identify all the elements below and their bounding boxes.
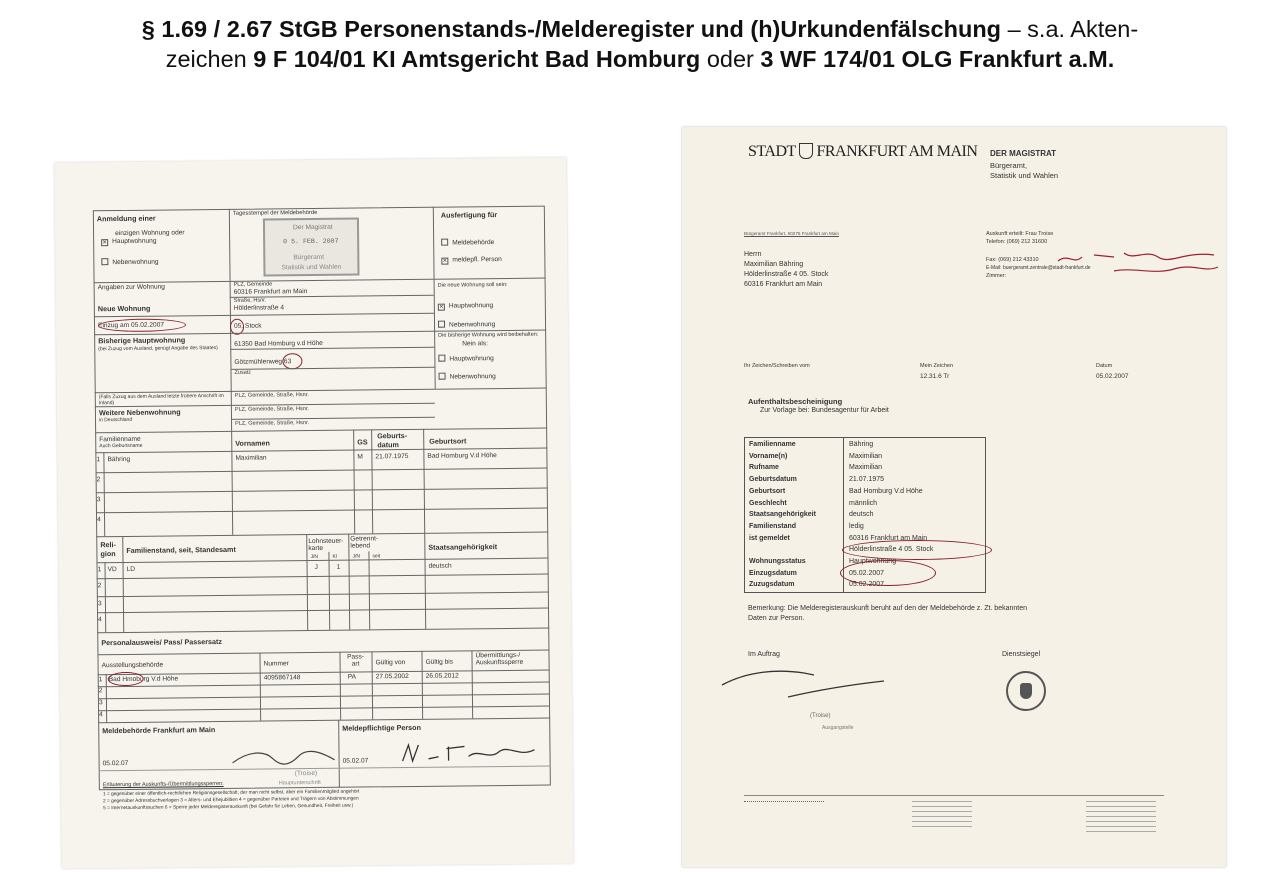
page-heading — [0, 14, 1280, 74]
bescheinigung-title: Aufenthaltsbescheinigung — [748, 397, 843, 406]
neue-hw: Hauptwohnung — [448, 302, 494, 310]
magistrat-label: DER MAGISTRAT — [990, 149, 1057, 158]
footer-text-block — [744, 801, 824, 803]
heading-part1: § 1.69 / 2.67 StGB Personenstands-/Melderegister und (h)Urkundenfälschung — [141, 16, 1002, 42]
plz-str-2: PLZ, Gemeinde, Straße, Hsnr. — [234, 406, 309, 413]
ausf-meldepfl: meldepfl. Person — [452, 256, 502, 264]
hauptunterschrift-label: Hauptunterschrift — [278, 779, 321, 787]
weitere-sub: in Deutschland — [98, 416, 133, 424]
datum-label: Datum — [1096, 363, 1113, 369]
stamp-text-1: Der Magistrat — [292, 223, 333, 232]
ausf-meldepfl-row — [441, 256, 502, 265]
field-value: ledig — [849, 522, 864, 530]
row1-religion: VD — [107, 566, 117, 574]
strasse-neue: Hölderlinstraße 4 — [233, 304, 285, 312]
highlight-oval — [282, 353, 302, 369]
th-jn-2: J/N — [352, 553, 360, 560]
row-num: 1 — [98, 676, 103, 684]
row1-datum: 21.07.1975 — [375, 453, 409, 461]
stamp-date: 0 5. FEB. 2007 — [283, 237, 339, 246]
bish-nw-row — [439, 372, 496, 381]
th-geburtsdatum: Geburts-datum — [377, 431, 408, 450]
strasse-bisherige: Götzmühlenweg 63 — [234, 358, 292, 366]
th-gueltig-bis: Gültig bis — [425, 658, 454, 666]
field-label: Vorname(n) — [749, 452, 788, 460]
ihr-zeichen-label: Ihr Zeichen/Schreiben vom — [744, 363, 810, 369]
th-getrennt: Getrennt-lebend — [350, 535, 379, 550]
row-num: 4 — [97, 516, 101, 524]
form-frame — [93, 206, 551, 791]
meldebehoerde-ffm: Meldebehörde Frankfurt am Main — [102, 725, 216, 736]
heading-line2 — [0, 44, 1280, 74]
field-label: Geburtsort — [749, 487, 786, 495]
field-value: Bähring — [849, 441, 874, 448]
strasse-label: Straße, Hsnr. — [233, 297, 267, 304]
checkbox — [438, 355, 445, 362]
erlaeuterung-label: Erläuterung der Auskunfts-/Übermittlungssperren: — [102, 780, 224, 789]
opt-einzigen: einzigen Wohnung oder — [115, 229, 185, 238]
addressee-city: 60316 Frankfurt am Main — [744, 281, 823, 288]
opt-haupt-row — [101, 238, 156, 247]
opt-neben: Nebenwohnung — [112, 258, 159, 267]
statistik-label: Statistik und Wahlen — [990, 171, 1059, 180]
row1-vorname: Maximilian — [235, 454, 267, 462]
anmeldung-label: Anmeldung einer — [96, 213, 156, 224]
zimmer-label: Zimmer: — [986, 273, 1007, 279]
addressee-street: Hölderlinstraße 4 05. Stock — [744, 271, 829, 278]
field-value: Hölderlinstraße 4 05. Stock — [849, 546, 934, 554]
troise-label: (Troise) — [810, 713, 831, 719]
checkbox — [439, 373, 446, 380]
field-label: Wohnungsstatus — [749, 558, 806, 565]
bemerkung-text: Bemerkung: Die Melderegisterauskunft beruht auf den der Meldebehörde z. Zt. bekannten — [748, 605, 1027, 612]
field-value: Hauptwohnung — [849, 558, 897, 565]
field-value: 21.07.1975 — [849, 476, 885, 484]
th-passart: Pass-art — [347, 653, 364, 668]
stamp-text-3: Bürgeramt — [293, 253, 325, 262]
als-label: als: — [477, 340, 488, 348]
field-label: Staatsangehörigkeit — [749, 511, 816, 519]
th-gs: GS — [357, 437, 368, 447]
field-value: männlich — [849, 499, 878, 507]
stock-value: 05. Stock — [234, 322, 262, 330]
buergeramt-label: Bürgeramt, — [990, 161, 1028, 170]
row-num: 4 — [98, 616, 102, 624]
footer-text-block — [912, 801, 972, 829]
row-num: 3 — [97, 600, 102, 608]
mein-zeichen-value: 12.31.6 Tr — [920, 373, 950, 380]
fax-label: Fax: (069) 212 43310 — [986, 257, 1039, 263]
telefon-label: Telefon: (069) 212 31600 — [986, 239, 1048, 245]
field-label: ist gemeldet — [749, 534, 790, 542]
th-kl: Kl — [332, 553, 337, 560]
th-familienstand: Familienstand, seit, Standesamt — [126, 544, 236, 555]
field-label: Rufname — [749, 464, 779, 472]
datum-value: 05.02.2007 — [1096, 373, 1129, 380]
anmeldung-form-image — [54, 157, 573, 868]
th-gueltig-von: Gültig von — [375, 659, 406, 667]
plz-neue: 60316 Frankfurt am Main — [233, 288, 308, 296]
th-geburtsort: Geburtsort — [429, 436, 467, 446]
frankfurt-label: FRANKFURT AM MAIN — [816, 143, 978, 160]
im-auftrag-label: Im Auftrag — [748, 651, 780, 658]
ausf-melde: Meldebehörde — [452, 239, 495, 247]
auskunft-label: Auskunft erteilt: Frau Troise — [986, 231, 1054, 237]
opt-neben-row — [101, 258, 158, 267]
field-label: Geburtsdatum — [749, 476, 797, 484]
handwritten-annotation — [1054, 245, 1222, 279]
bemerkung-text-2: Daten zur Person. — [748, 615, 805, 622]
pass-nummer: 4095867148 — [263, 674, 301, 682]
stadt-logo-text — [748, 143, 977, 161]
sender-line: Bürgeramt Frankfurt, 60275 Frankfurt am Main — [744, 231, 839, 236]
field-value: 05.02.2007 — [849, 569, 885, 577]
plz-str-1: PLZ, Gemeinde, Straße, Hsnr. — [234, 392, 309, 399]
sign-date-1: 05.02.07 — [102, 759, 129, 768]
heading-part2: – s.a. Akten- — [1001, 16, 1139, 42]
th-uebermittlung: Übermittlungs-/ Auskunftssperre — [475, 651, 524, 667]
checkbox-checked: × — [442, 257, 447, 265]
field-value: 60316 Frankfurt am Main — [849, 534, 928, 542]
th-vornamen: Vornamen — [235, 438, 270, 448]
signature-mark — [398, 738, 538, 769]
dienstsiegel-label: Dienstsiegel — [1002, 651, 1041, 658]
addressee-herrn: Herrn — [744, 251, 762, 258]
checkbox-checked: × — [439, 303, 444, 311]
th-nummer: Nummer — [263, 660, 289, 668]
note-1: 1 = gegenüber einer öffentlich-rechtlichen Religionsgesellschaft, der man nicht selbst, aber ein Familienmitglied angehört — [102, 789, 360, 798]
bisherige-sub: (bei Zuzug vom Ausland, genügt Angabe des Staates) — [98, 344, 218, 353]
meldepflichtige-person: Meldepflichtige Person — [342, 722, 421, 733]
field-label: Familienname — [749, 441, 796, 448]
bish-hw-row — [438, 354, 493, 363]
row-num: 1 — [97, 566, 102, 574]
ausgangstelle-label: Ausgangstelle — [822, 725, 854, 731]
divider — [744, 795, 1164, 796]
th-religion: Reli-gion — [100, 540, 116, 559]
highlight-oval — [842, 540, 992, 560]
neue-wohnung-label: Neue Wohnung — [97, 303, 151, 314]
neue-hw-row — [438, 302, 493, 311]
neue-nw-row — [438, 320, 495, 329]
date-stamp — [263, 218, 360, 277]
zusatz-label: Zusatz — [234, 369, 252, 376]
checkbox — [101, 258, 108, 265]
sign-date-2: 05.02.07 — [342, 757, 369, 765]
note-2: 2 = gegenüber Adressbuchverlagen 3 = Alters- und Ehejubiläen 4 = gegenüber Parteien und Trägern von Abstimmungen — [102, 796, 359, 805]
bish-hw: Hauptwohnung — [449, 355, 494, 363]
highlight-oval — [840, 560, 936, 589]
pass-bis: 26.05.2012 — [425, 672, 459, 680]
checkbox — [438, 321, 445, 328]
nein-label: Nein — [462, 340, 476, 348]
footer-text-block — [1086, 801, 1156, 833]
einzug-date: Einzug am 05.02.2007 — [97, 321, 165, 330]
pass-art: PA — [347, 673, 357, 681]
signature-mark — [718, 661, 888, 707]
field-label: Einzugsdatum — [749, 569, 797, 577]
pass-von: 27.05.2002 — [375, 673, 409, 681]
die-neue-label: Die neue Wohnung soll sein: — [437, 281, 508, 289]
checkbox-checked: × — [102, 239, 107, 247]
coat-of-arms-icon — [799, 143, 813, 159]
neue-nw: Nebenwohnung — [449, 321, 496, 329]
row1-gs: M — [357, 453, 363, 461]
nein-als — [462, 340, 488, 347]
pass-behoerde: Bad Hmoburg V.d Höhe — [108, 675, 179, 684]
row1-kl: 1 — [336, 563, 341, 571]
row-num: 2 — [96, 476, 101, 484]
th-staats: Staatsangehörigkeit — [428, 542, 498, 552]
row1-j: J — [314, 563, 318, 571]
tagesstempel-label: Tagesstempel der Meldebehörde — [232, 209, 318, 217]
row-num: 3 — [98, 699, 103, 707]
row1-staat: deutsch — [428, 562, 452, 570]
ausf-melde-row — [441, 238, 494, 247]
heading-part5: oder — [700, 46, 761, 72]
stamp-text-4: Statistik und Wahlen — [281, 263, 342, 272]
row1-ort: Bad Homburg V.d Höhe — [427, 452, 497, 460]
field-label: Familienstand — [749, 522, 797, 530]
row-num: 1 — [96, 456, 101, 464]
field-value: deutsch — [849, 511, 874, 519]
opt-haupt: Hauptwohnung — [112, 237, 157, 246]
row1-name: Bähring — [107, 455, 131, 464]
anmeldung-form — [93, 206, 552, 851]
field-label: Geschlecht — [749, 499, 787, 507]
field-label: Zuzugsdatum — [749, 581, 795, 589]
addressee-name: Maximilian Bähring — [744, 261, 804, 268]
falls-label: (Falls Zuzug aus dem Ausland letzte frühere Anschrift im Inland) — [98, 392, 224, 407]
official-seal-icon — [1006, 671, 1046, 711]
bish-nw: Nebenwohnung — [449, 373, 496, 381]
checkbox — [441, 239, 448, 246]
row-num: 2 — [97, 582, 102, 590]
row1-familienstand: LD — [126, 565, 136, 573]
row-num: 4 — [99, 711, 103, 719]
field-value: Maximilian — [849, 452, 883, 460]
th-ausstellung: Ausstellungsbehörde — [101, 661, 164, 670]
th-seit: seit — [372, 553, 381, 560]
heading-part6: 3 WF 174/01 OLG Frankfurt a.M. — [760, 46, 1115, 72]
signature-mark — [228, 744, 338, 773]
die-bish-label: Die bisherige Wohnung wird beibehalten: — [438, 331, 539, 339]
field-value: Bad Homburg V.d Höhe — [849, 487, 923, 495]
heading-part3: zeichen — [165, 46, 254, 72]
ausfertigung-label: Ausfertigung für — [440, 210, 498, 220]
plz-label: PLZ, Gemeinde — [233, 281, 273, 288]
th-pass: Personalausweis/ Pass/ Passersatz — [101, 636, 223, 648]
troise-label: (Troise) — [294, 769, 318, 778]
weitere-label: Weitere Nebenwohnung — [98, 407, 181, 418]
zur-vorlage-label: Zur Vorlage bei: Bundesagentur für Arbeit — [760, 407, 889, 414]
email-label: E-Mail: buergeramt.zentrale@stadt-frankfurt.de — [986, 265, 1091, 271]
th-jn: J/N — [310, 553, 318, 561]
heading-part4: 9 F 104/01 KI Amtsgericht Bad Homburg — [253, 46, 701, 72]
mein-zeichen-label: Mein Zeichen — [920, 363, 954, 369]
angaben-label: Angaben zur Wohnung — [97, 283, 166, 292]
field-value: 05.02.2007 — [849, 581, 885, 589]
th-familienname-sub: Auch Geburtsname — [99, 442, 143, 450]
aufenthaltsbescheinigung-image — [682, 127, 1226, 867]
th-lohnsteuer: Lohnsteuer-karte — [308, 537, 344, 553]
row-num: 2 — [98, 687, 103, 695]
row-num: 3 — [96, 496, 101, 504]
field-value: Maximilian — [849, 464, 883, 472]
note-3: 5 = Internetauskunftssuchen 6 = Sperre jeder Melderegisterauskunft (bei Gefahr für Leben, Gesundheit, Freiheit usw.) — [103, 803, 354, 812]
eagle-icon — [1020, 683, 1032, 699]
th-familienname: Familienname — [99, 435, 141, 444]
plz-str-3: PLZ, Gemeinde, Straße, Hsnr. — [235, 420, 310, 427]
bisherige-label: Bisherige Hauptwohnung — [98, 335, 186, 346]
plz-bisherige: 61350 Bad Homburg v.d Höhe — [234, 339, 323, 348]
stadt-label: STADT — [748, 143, 796, 160]
